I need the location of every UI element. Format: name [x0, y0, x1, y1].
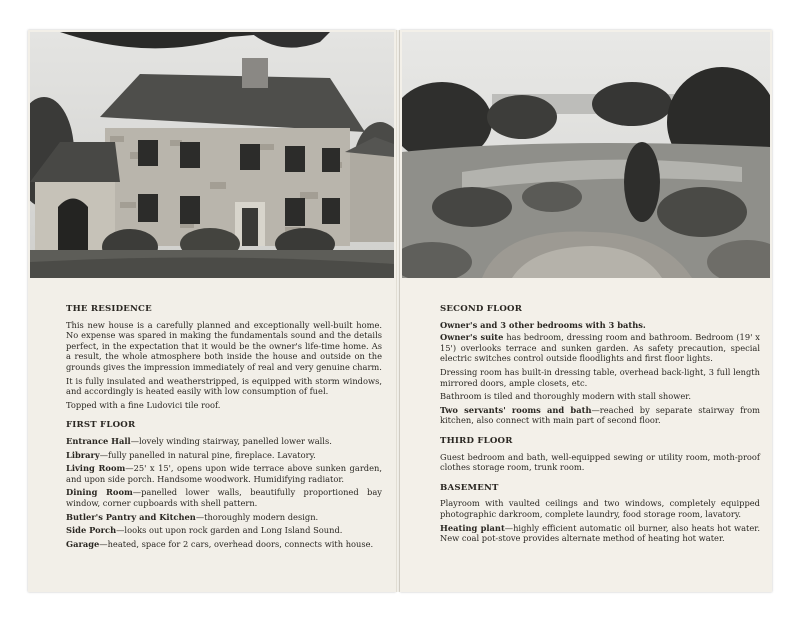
- basement-item: Heating plant—highly efficient automatic oil burner, also heats hot water. New coal pot-stove provides alternate method of heating hot water.: [440, 522, 760, 544]
- basement-heading: BASEMENT: [440, 482, 499, 493]
- residence-heading: THE RESIDENCE: [66, 304, 152, 314]
- residence-paragraph: It is fully insulated and weatherstripped, is equipped with storm windows, and accordingly is heated easily with low consumption of fuel.: [66, 375, 382, 397]
- first-floor-item: Garage—heated, space for 2 cars, overhead doors, connects with house.: [66, 538, 374, 549]
- second-floor-heading: SECOND FLOOR: [440, 304, 523, 314]
- right-page-text: [440, 304, 760, 547]
- third-floor-heading: THIRD FLOOR: [440, 435, 513, 446]
- garden-photo: [402, 32, 770, 278]
- second-floor-item: Dressing room has built-in dressing table, overhead back-light, 3 full length mirrored doors, ample closets, etc.: [440, 366, 760, 388]
- left-page: [28, 30, 396, 592]
- second-floor-subheading: Owner's and 3 other bedrooms with 3 baths.: [440, 319, 646, 330]
- first-floor-heading: FIRST FLOOR: [66, 420, 136, 431]
- right-page: [400, 30, 772, 592]
- basement-item: Playroom with vaulted ceilings and two windows, completely equipped photographic darkroom, complete laundry, food storage room, lavatory.: [440, 498, 760, 519]
- second-floor-item: Bathroom is tiled and thoroughly modern with stall shower.: [440, 391, 691, 402]
- first-floor-item: Dining Room—panelled lower walls, beautifully proportioned bay window, corner cupboards with shell pattern.: [66, 487, 382, 508]
- residence-paragraph: Topped with a fine Ludovici tile roof.: [66, 399, 221, 410]
- first-floor-item: Side Porch—looks out upon rock garden and Long Island Sound.: [66, 525, 343, 536]
- left-page-text: [66, 304, 382, 552]
- second-floor-item: Two servants' rooms and bath—reached by separate stairway from kitchen, also connect with main part of second floor.: [440, 404, 760, 426]
- first-floor-item: Butler's Pantry and Kitchen—thoroughly modern design.: [66, 511, 319, 522]
- first-floor-item: Library—fully panelled in natural pine, fireplace. Lavatory.: [66, 449, 316, 460]
- residence-paragraph: This new house is a carefully planned and exceptionally well-built home. No expense was spared in making the fundamentals sound and the details perfect, in the expectation that it would be the owner's life-time home. As a result, the whole atmosphere both inside the house and outside on the grounds gives the impression immediately of real and very genuine charm.: [66, 319, 382, 372]
- third-floor-text: Guest bedroom and bath, well-equipped sewing or utility room, moth-proof clothes storage room, trunk room.: [440, 451, 760, 473]
- first-floor-item: Living Room—25' x 15', opens upon wide terrace above sunken garden, and upon side porch. Handsome woodwork. Humidifying radiator.: [66, 463, 382, 484]
- brochure-spread: [28, 30, 772, 592]
- house-photo: [30, 32, 394, 278]
- first-floor-item: Entrance Hall—lovely winding stairway, panelled lower walls.: [66, 435, 332, 446]
- second-floor-item: Owner's suite has bedroom, dressing room and bathroom. Bedroom (19' x 15') overlooks terrace and sunken garden. As safety precaution, special electric switches control outside floodlights and first floor lights.: [440, 332, 760, 364]
